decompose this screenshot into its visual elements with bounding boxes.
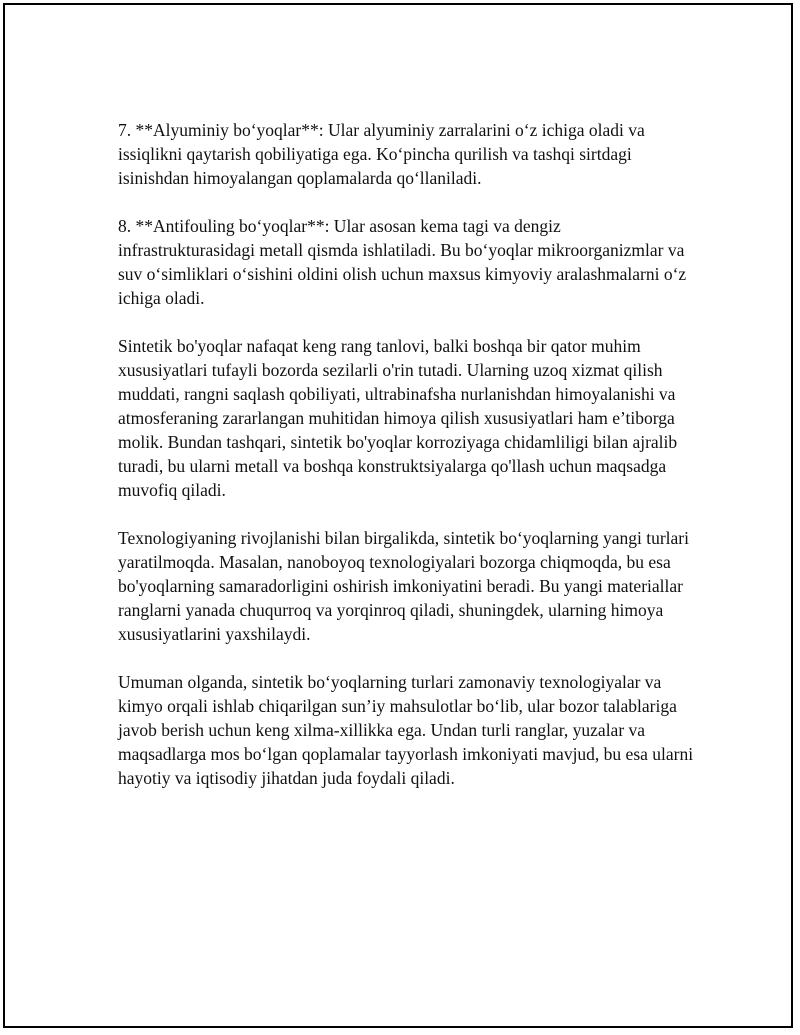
document-body (118, 118, 698, 790)
paragraph-technology-development: Texnologiyaning rivojlanishi bilan birgalikda, sintetik bo‘yoqlarning yangi turlari yaratilmoqda. Masalan, nanoboyoq texnologiyalari bozorga chiqmoqda, bu esa bo'yoqlarning samaradorligini oshirish imkoniyatini beradi. Bu yangi materiallar ranglarni yanada chuqurroq va yorqinroq qiladi, shuningdek, ularning himoya xususiyatlarini yaxshilaydi. (118, 528, 689, 644)
paragraph-antifouling-paints: 8. **Antifouling bo‘yoqlar**: Ular asosan kema tagi va dengiz infrastrukturasidagi metall qismda ishlatiladi. Bu bo‘yoqlar mikroorganizmlar va suv o‘simliklari o‘sishini oldini olish uchun maxsus kimyoviy aralashmalarni o‘z ichiga oladi. (118, 216, 687, 308)
paragraph-conclusion: Umuman olganda, sintetik bo‘yoqlarning turlari zamonaviy texnologiyalar va kimyo orqali ishlab chiqarilgan sun’iy mahsulotlar bo‘lib, ular bozor talablariga javob berish uchun keng xilma-xillikka ega. Undan turli ranglar, yuzalar va maqsadlarga mos bo‘lgan qoplamalar tayyorlash imkoniyati mavjud, bu esa ularni hayotiy va iqtisodiy jihatdan juda foydali qiladi. (118, 672, 694, 788)
paragraph-aluminum-paints: 7. **Alyuminiy bo‘yoqlar**: Ular alyuminiy zarralarini o‘z ichiga oladi va issiqlikni qaytarish qobiliyatiga ega. Ko‘pincha qurilish va tashqi sirtdagi isinishdan himoyalangan qoplamalarda qo‘llaniladi. (118, 120, 645, 188)
paragraph-synthetic-paint-properties: Sintetik bo'yoqlar nafaqat keng rang tanlovi, balki boshqa bir qator muhim xususiyatlari tufayli bozorda sezilarli o'rin tutadi. Ularning uzoq xizmat qilish muddati, rangni saqlash qobiliyati, ultrabinafsha nurlanishdan himoyalanishi va atmosferaning zararlangan muhitidan himoya qilish xususiyatlari ham e’tiborga molik. Bundan tashqari, sintetik bo'yoqlar korroziyaga chidamliligi bilan ajralib turadi, bu ularni metall va boshqa konstruktsiyalarga qo'llash uchun maqsadga muvofiq qiladi. (118, 336, 678, 500)
